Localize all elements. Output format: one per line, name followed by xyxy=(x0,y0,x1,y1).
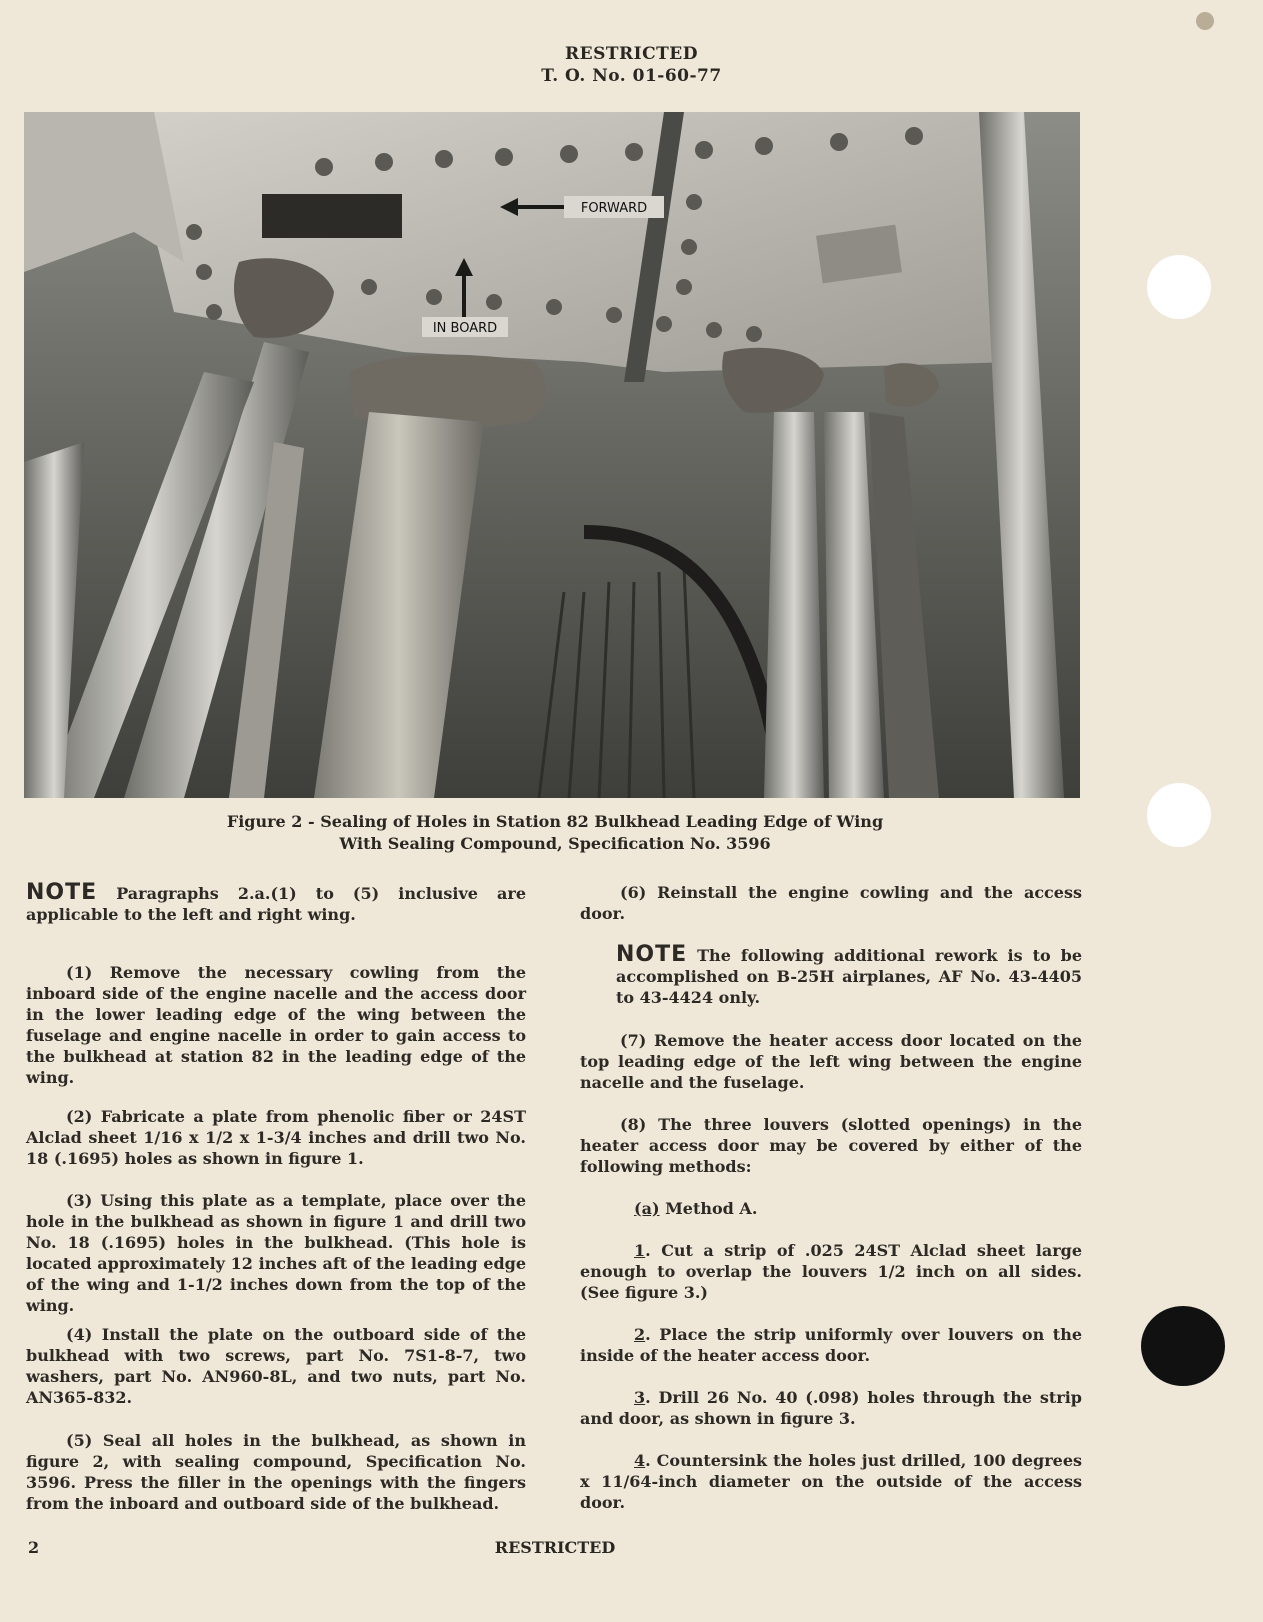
method-a-letter: (a) xyxy=(634,1199,660,1218)
paragraph-5: (5) Seal all holes in the bulkhead, as shown in figure 2, with sealing compound, Specification No. 3596. Press the filler in the openings with the fingers from the inboard and outboard side of the bulkhead. xyxy=(26,1431,526,1513)
note-paragraph-right xyxy=(580,944,1082,1008)
label-inboard: IN BOARD xyxy=(432,321,498,336)
paragraph-8: (8) The three louvers (slotted openings) in the heater access door may be covered by either of the following methods: xyxy=(580,1115,1082,1176)
paper-stain xyxy=(1196,12,1214,30)
step-2 xyxy=(580,1324,1082,1366)
header-classification: RESTRICTED xyxy=(565,44,698,64)
paragraph-2: (2) Fabricate a plate from phenolic fiber or 24ST Alclad sheet 1/16 x 1/2 x 1-3/4 inches and drill two No. 18 (.1695) holes as shown in figure 1. xyxy=(26,1107,526,1168)
step-3 xyxy=(580,1387,1082,1429)
note-label: NOTE xyxy=(26,880,98,905)
paragraph-7: (7) Remove the heater access door located on the top leading edge of the left wing between the engine nacelle and the fuselage. xyxy=(580,1031,1082,1092)
note-text: Paragraphs 2.a.(1) to (5) inclusive are applicable to the left and right wing. xyxy=(26,884,526,924)
note-paragraph-left xyxy=(26,882,526,925)
figure-caption-line1: Figure 2 - Sealing of Holes in Station 82 Bulkhead Leading Edge of Wing xyxy=(226,812,884,831)
step-2-number: 2 xyxy=(634,1325,646,1344)
step-4-number: 4 xyxy=(634,1451,646,1470)
note-label: NOTE xyxy=(616,942,688,967)
figure-2-photograph xyxy=(24,112,1080,798)
step-4-text: . Countersink the holes just drilled, 100 degrees x 11/64-inch diameter on the outside of the access door. xyxy=(580,1451,1082,1512)
step-4 xyxy=(580,1450,1082,1513)
paragraph-3: (3) Using this plate as a template, place over the hole in the bulkhead as shown in figure 1 and drill two No. 18 (.1695) holes in the bulkhead. (This hole is located approximately 12 inches aft of the leading edge of the wing and 1-1/2 inches down from the top of the wing. xyxy=(26,1191,526,1315)
label-forward: FORWARD xyxy=(580,201,648,216)
paragraph-1: (1) Remove the necessary cowling from the inboard side of the engine nacelle and the access door in the lower leading edge of the wing between the fuselage and engine nacelle in order to gain access to the bulkhead at station 82 in the leading edge of the wing. xyxy=(26,963,526,1087)
step-1 xyxy=(580,1240,1082,1303)
figure-caption-line2: With Sealing Compound, Specification No. 3596 xyxy=(339,834,771,853)
step-1-number: 1 xyxy=(634,1241,646,1260)
step-1-text: . Cut a strip of .025 24ST Alclad sheet large enough to overlap the louvers 1/2 inch on all sides. (See figure 3.) xyxy=(580,1241,1082,1302)
method-a-heading xyxy=(580,1198,1082,1219)
step-3-text: . Drill 26 No. 40 (.098) holes through the strip and door, as shown in figure 3. xyxy=(580,1388,1082,1428)
binder-hole-dark xyxy=(1141,1306,1225,1386)
note-text: The following additional rework is to be accomplished on B-25H airplanes, AF No. 43-4405 to 43-4424 only. xyxy=(616,946,1082,1007)
header-tech-order-number: T. O. No. 01-60-77 xyxy=(541,66,722,86)
bulkhead-photo-illustration xyxy=(24,112,1080,798)
step-3-number: 3 xyxy=(634,1388,646,1407)
page-number: 2 xyxy=(28,1538,40,1557)
footer-classification: RESTRICTED xyxy=(494,1538,616,1557)
step-2-text: . Place the strip uniformly over louvers on the inside of the heater access door. xyxy=(580,1325,1082,1365)
binder-hole-top xyxy=(1147,255,1211,319)
paragraph-4: (4) Install the plate on the outboard side of the bulkhead with two screws, part No. 7S1-8-7, two washers, part No. AN960-8L, and two nuts, part No. AN365-832. xyxy=(26,1325,526,1407)
paragraph-6: (6) Reinstall the engine cowling and the access door. xyxy=(580,883,1082,923)
binder-hole-middle xyxy=(1147,783,1211,847)
method-a-text: Method A. xyxy=(659,1199,758,1218)
